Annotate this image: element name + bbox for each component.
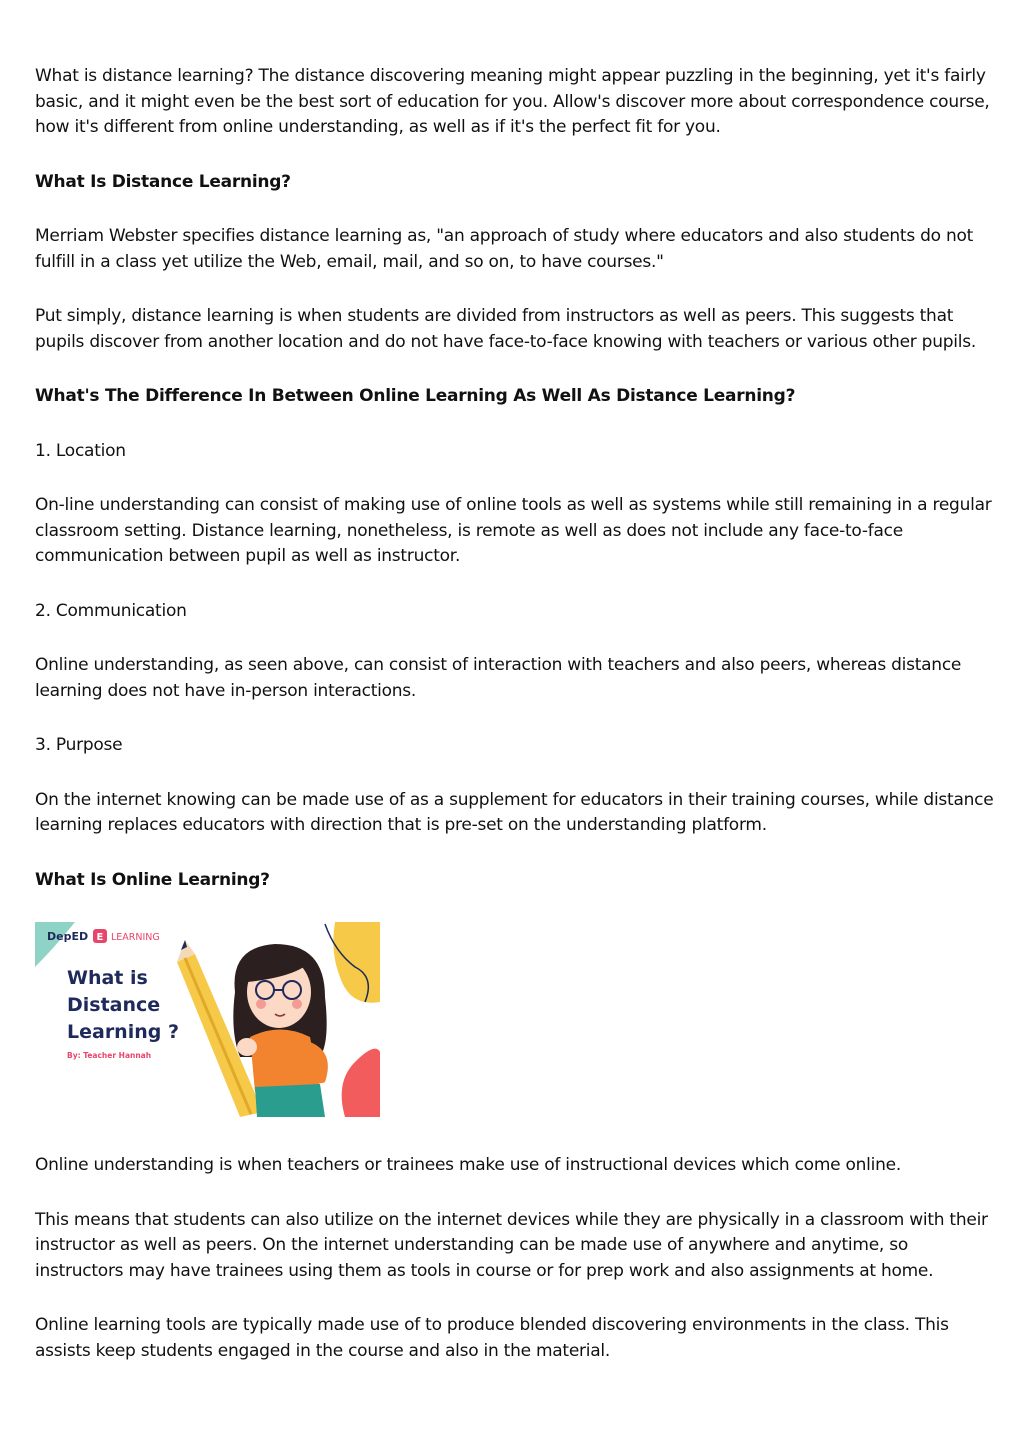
deped-logo-text: DepED [47,930,89,943]
heading-what-is-online-learning: What Is Online Learning? [35,869,270,890]
intro-paragraph: What is distance learning? The distance discovering meaning might appear puzzling in the beginning, yet it's fairly basic, and it might even be the best sort of education for you. Allow's discover more about correspondence course, how it's different from online understanding, as well as if it's the perfect fit for you. [35,66,990,137]
e-learning-logo-text: LEARNING [111,932,160,943]
point-location-label: 1. Location [35,440,126,461]
e-learning-badge-letter: E [96,932,104,943]
blended-learning-paragraph: Online learning tools are typically made use of to produce blended discovering environments in the class. This assists keep students engaged in the course and also in the material. [35,1315,949,1361]
point-purpose-label: 3. Purpose [35,735,123,755]
simple-explanation-paragraph: Put simply, distance learning is when students are divided from instructors as well as peers. This suggests that pupils discover from another location and do not have face-to-face knowing with teachers or various other pupils. [35,306,976,352]
illustration-svg [35,922,380,1117]
distance-learning-illustration [35,922,380,1117]
online-learning-definition-paragraph: Online understanding is when teachers or trainees make use of instructional devices which come online. [35,1155,901,1175]
yellow-blob-shape [333,922,380,1003]
illustration-title-line3: Learning ? [67,1021,179,1043]
point-purpose-paragraph: On the internet knowing can be made use of as a supplement for educators in their training courses, while distance learning replaces educators with direction that is pre-set on the understanding platform. [35,789,994,835]
online-tools-classroom-paragraph: This means that students can also utilize on the internet devices while they are physically in a classroom with their instructor as well as peers. On the internet understanding can be made use of anywhere and anytime, so instructors may have trainees using them as tools in course or for prep work and also assignments at home. [35,1209,988,1281]
teal-corner-shape [35,922,75,967]
heading-what-is-distance-learning: What Is Distance Learning? [35,171,291,192]
point-location-paragraph: On-line understanding can consist of making use of online tools as well as systems while still remaining in a regular classroom setting. Distance learning, nonetheless, is remote as well as does not include any face-to-face communication between pupil as well as instructor. [35,495,992,566]
coral-blob-shape [342,1049,380,1117]
definition-paragraph: Merriam Webster specifies distance learning as, "an approach of study where educators and also students do not fulfill in a class yet utilize the Web, email, mail, and so on, to have courses." [35,226,974,272]
point-communication-paragraph: Online understanding, as seen above, can consist of interaction with teachers and also peers, whereas distance learning does not have in-person interactions. [35,655,962,701]
heading-difference: What's The Difference In Between Online Learning As Well As Distance Learning? [35,386,796,406]
illustration-title-line1: What is [67,967,148,989]
point-communication-label: 2. Communication [35,600,187,621]
article-body [35,64,995,1393]
illustration-byline: By: Teacher Hannah [67,1051,152,1060]
illustration-title-line2: Distance [67,994,161,1016]
